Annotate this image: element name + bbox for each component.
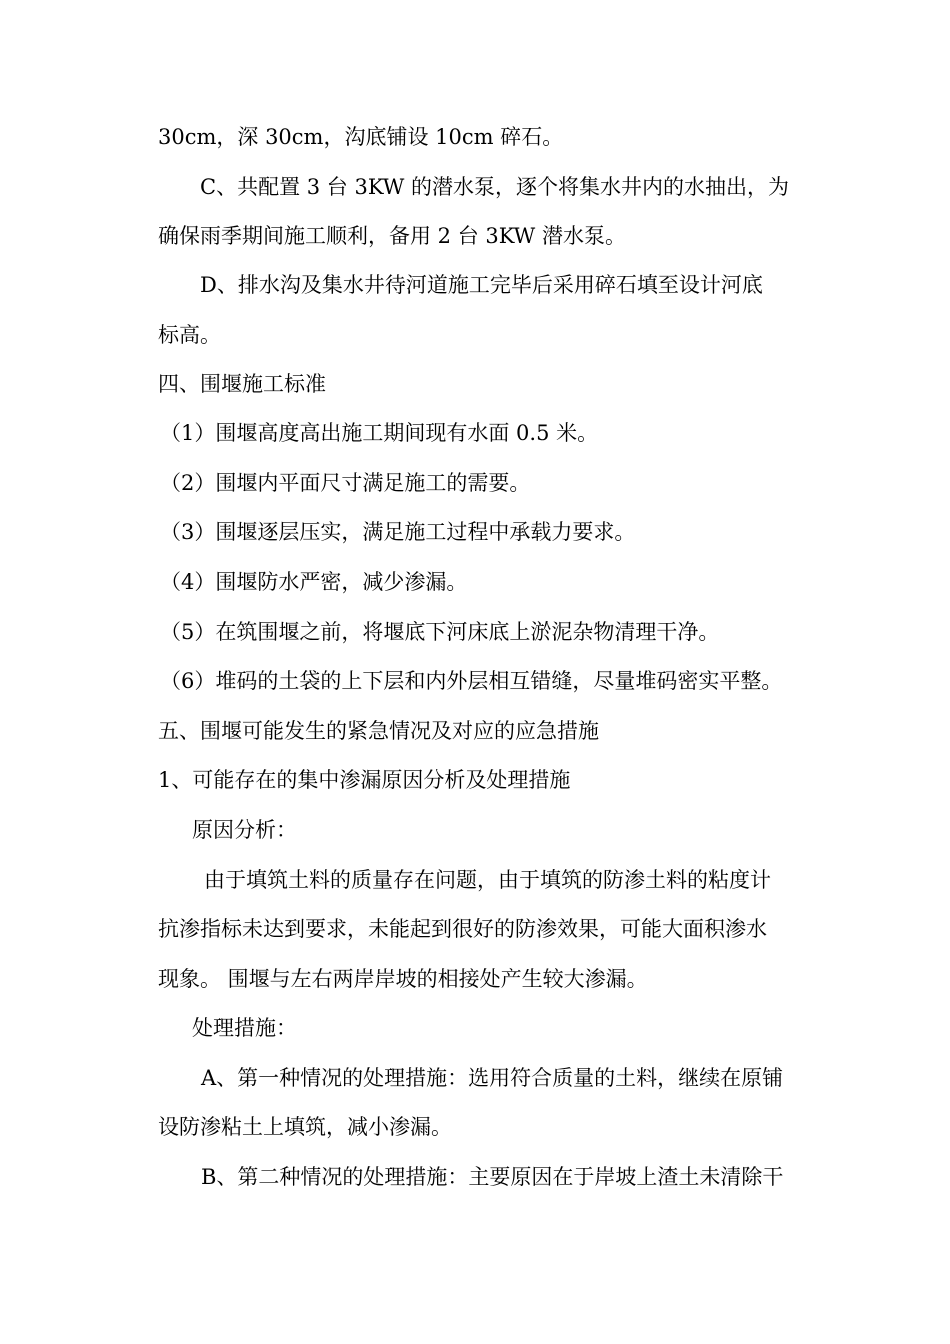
label-cause-analysis: 原因分析： [192, 818, 297, 842]
section-heading-4: 四、围堰施工标准 [158, 372, 326, 396]
text-line-4: D、排水沟及集水井待河道施工完毕后采用碎石填至设计河底 [200, 273, 763, 297]
list-item-3: （3）围堰逐层压实，满足施工过程中承载力要求。 [160, 520, 636, 544]
list-item-6: （6）堆码的土袋的上下层和内外层相互错缝，尽量堆码密实平整。 [160, 669, 783, 693]
text-line-17: 抗渗指标未达到要求，未能起到很好的防渗效果，可能大面积渗水 [158, 917, 767, 941]
section-heading-5: 五、围堰可能发生的紧急情况及对应的应急措施 [158, 719, 599, 743]
text-line-21: 设防渗粘土上填筑，减小渗漏。 [158, 1115, 452, 1139]
label-treatment-measures: 处理措施： [192, 1016, 297, 1040]
text-line-16: 由于填筑土料的质量存在问题，由于填筑的防渗土料的粘度计 [204, 868, 771, 892]
text-line-3: 确保雨季期间施工顺利，备用 2 台 3KW 潜水泵。 [158, 224, 626, 248]
text-line-18: 现象。 围堰与左右两岸岸坡的相接处产生较大渗漏。 [158, 967, 648, 991]
list-item-5: （5）在筑围堰之前，将堰底下河床底上淤泥杂物清理干净。 [160, 620, 720, 644]
text-line-1: 30cm，深 30cm，沟底铺设 10cm 碎石。 [158, 125, 564, 149]
list-item-1: （1）围堰高度高出施工期间现有水面 0.5 米。 [160, 421, 599, 445]
list-item-4: （4）围堰防水严密，减少渗漏。 [160, 570, 468, 594]
list-item-2: （2）围堰内平面尺寸满足施工的需要。 [160, 471, 531, 495]
text-line-20: A、第一种情况的处理措施：选用符合质量的土料，继续在原铺 [201, 1066, 784, 1090]
text-line-5: 标高。 [158, 323, 221, 347]
text-line-2: C、共配置 3 台 3KW 的潜水泵，逐个将集水井内的水抽出，为 [200, 175, 790, 199]
subsection-heading-1: 1、可能存在的集中渗漏原因分析及处理措施 [158, 768, 571, 792]
text-line-22: B、第二种情况的处理措施：主要原因在于岸坡上渣土未清除干 [201, 1165, 784, 1189]
